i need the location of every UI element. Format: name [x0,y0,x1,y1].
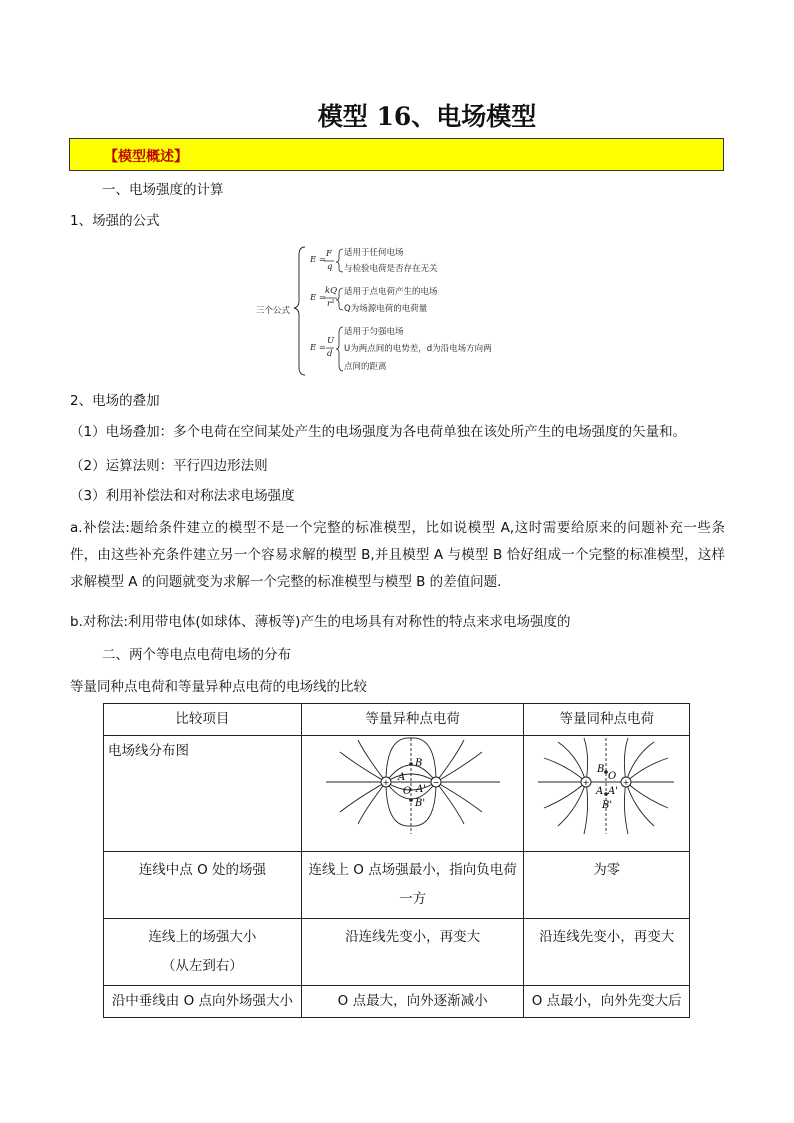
table-cell-line: 连线上的场强大小 [148,929,257,945]
formula-left-label: 三个公式 [256,306,291,316]
like-charge-field-diagram [528,736,685,840]
comparison-table [103,703,690,1018]
table-header: 等量异种点电荷 [301,704,524,736]
paragraph-b: b.对称法:利用带电体(如球体、薄板等)产生的电场具有对称性的特点来求电场强度的 [70,614,571,630]
formula-2-den: r² [327,299,335,309]
plus-charge-label: + [382,778,389,787]
item-heading-2: 2、电场的叠加 [70,393,160,409]
page-title: 模型 16、电场模型 [317,102,537,131]
paragraph-a: a.补偿法:题给条件建立的模型不是一个完整的标准模型，比如说模型 A,这时需要给原来的问题补充一些条件，由这些补充条件建立另一个容易求解的模型 B,并且模型 A 与模型 B 恰好组成一个完整的标准模型，这样求解模型 A 的问题就变为求解一个完整的标准模型与模型 B 的差值问题. [70,520,725,590]
formula-2-note-2: Q为场源电荷的电荷量 [344,304,428,314]
like-charge-diagram-cell [524,736,690,852]
table-caption: 等量同种点电荷和等量异种点电荷的电场线的比较 [70,679,367,695]
point-B-label: B [414,758,422,769]
formula-2-note-1: 适用于点电荷产生的电场 [344,287,438,297]
formula-block [255,241,545,377]
table-cell [104,919,302,986]
table-header: 比较项目 [104,704,302,736]
section-banner [69,138,724,171]
point-A-prime-label: A' [608,786,619,797]
banner-label: 【模型概述】 [104,149,188,165]
point-O-label: O [402,786,411,797]
table-cell: 沿中垂线由 O 点向外场强大小 [104,986,302,1018]
formula-1-lhs: E = [310,255,327,265]
formula-1-note-1: 适用于任何电场 [344,248,404,258]
table-cell-line: （从左到右） [161,958,243,974]
plus-charge-label: + [582,778,590,787]
table-cell: 沿连线先变小，再变大 [301,919,524,986]
point-A-label: A [596,786,604,797]
formula-1-num: F [326,249,332,259]
opposite-charge-field-diagram [306,736,520,840]
item-heading-1: 1、场强的公式 [70,213,160,229]
table-row [104,852,690,919]
table-cell: 连线中点 O 处的场强 [104,852,302,919]
table-header: 等量同种点电荷 [524,704,690,736]
point-O-label: O [608,771,617,782]
formula-1-note-2: 与检验电荷是否存在无关 [344,264,438,274]
table-cell: 连线上 O 点场强最小，指向负电荷一方 [301,852,524,919]
point-A-label: A [397,772,405,783]
formula-3-note-2: U为两点间的电势差，d为沿电场方向两 [344,344,492,354]
table-row [104,736,690,852]
point-B-label: B [597,764,605,775]
point-B-prime-label: B' [602,800,613,811]
table-row [104,919,690,986]
formula-2-num: kQ [325,286,338,296]
plus-charge-label: + [622,778,630,787]
paragraph-2: （2）运算法则：平行四边形法则 [70,458,268,474]
formula-2-lhs: E = [310,293,327,303]
table-cell: O 点最大，向外逐渐减小 [301,986,524,1018]
formula-3-num: U [327,336,335,346]
section-heading-1: 一、电场强度的计算 [102,182,224,198]
formula-3-lhs: E = [310,343,327,353]
table-cell: 为零 [524,852,690,919]
table-row [104,986,690,1018]
paragraph-3: （3）利用补偿法和对称法求电场强度 [70,488,295,504]
formula-3-note-1: 适用于匀强电场 [344,327,404,337]
section-heading-2: 二、两个等电点电荷电场的分布 [102,647,291,663]
table-cell: 电场线分布图 [104,736,302,852]
paragraph-1: （1）电场叠加：多个电荷在空间某处产生的电场强度为各电荷单独在该处所产生的电场强度的矢量和。 [70,424,687,440]
table-header-row [104,704,690,736]
point-B-prime-label: B' [414,798,425,809]
opposite-charge-diagram-cell [301,736,524,852]
formula-3-note-3: 点间的距离 [344,362,387,372]
point-A-prime-label: A' [415,784,426,795]
minus-charge-label: − [432,778,439,787]
table-cell: 沿连线先变小，再变大 [524,919,690,986]
formula-3-den: d [327,349,333,359]
formula-1-den: q [327,262,333,272]
table-cell: O 点最小，向外先变大后 [524,986,690,1018]
